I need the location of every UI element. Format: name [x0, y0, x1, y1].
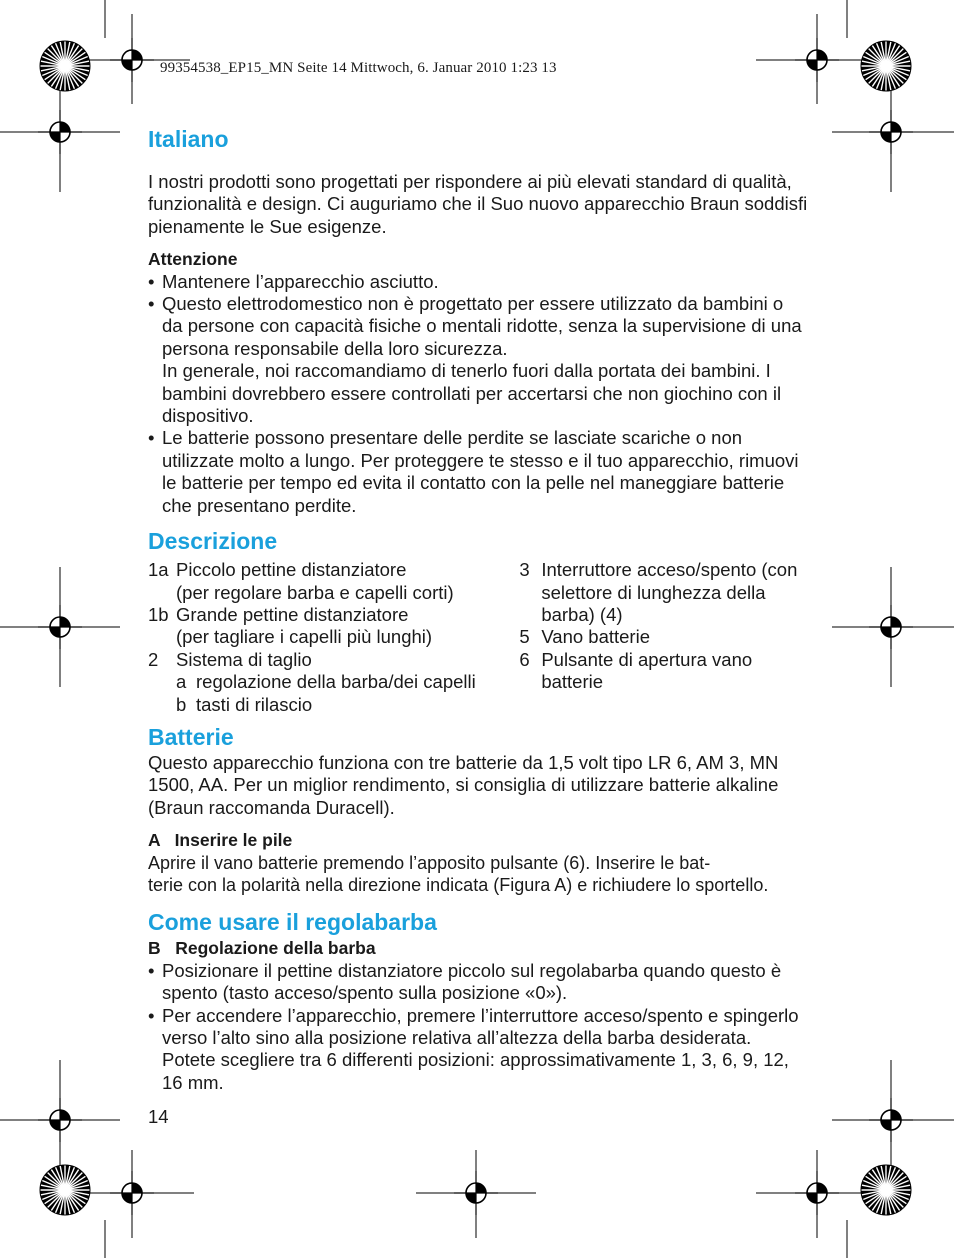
manual-page-content: [148, 124, 808, 1094]
list-item-text: Le batterie possono presentare delle perdite se lasciate scariche o non utilizzate molto a lungo. Per proteggere te stesso e il tuo apparecchio, rimuovi le batterie per tempo ed evita il contatto con la pelle nel maneggiare batterie che presentano perdite.: [162, 427, 799, 516]
bullet-icon: •: [148, 1004, 155, 1026]
list-item: [148, 694, 519, 716]
batterie-subheading: A Inserire le pile: [148, 830, 293, 851]
uso-subheading: B Regolazione della barba: [148, 938, 376, 959]
list-item: [148, 604, 519, 626]
parts-list-right: [519, 559, 808, 716]
bullet-icon: •: [148, 959, 155, 981]
part-number: 1b: [148, 603, 169, 625]
part-number: 6: [519, 648, 530, 670]
list-item-text: Per accendere l’apparecchio, premere l’interruttore acceso/spento e spingerlo verso l’alto sino alla posizione relativa all’altezza della barba desiderata. Potete scegliere tra 6 differenti posizioni: approssimativamente 1, 3, 6, 9, 12, 16 mm.: [162, 1004, 799, 1093]
part-note: (per regolare barba e capelli corti): [176, 581, 454, 603]
list-item: [148, 427, 808, 517]
sub-part-letter: a: [176, 671, 187, 693]
list-item: [148, 559, 519, 581]
part-label: Vano batterie: [541, 626, 650, 648]
list-item: [519, 626, 808, 648]
list-item: [148, 1005, 808, 1095]
sub-part-label: regolazione della barba/dei capelli: [196, 671, 476, 693]
part-note: (per tagliare i capelli più lunghi): [176, 626, 433, 648]
bullet-icon: •: [148, 270, 155, 292]
attention-list: [148, 271, 808, 517]
parts-list: [148, 559, 808, 716]
section-title-uso: Come usare il regolabarba: [148, 909, 437, 936]
part-label: Pulsante di apertura vano batterie: [541, 648, 753, 693]
sub-part-label: tasti di rilascio: [196, 693, 313, 715]
list-item: [148, 649, 519, 671]
part-number: 2: [148, 648, 159, 670]
part-label: Piccolo pettine distanziatore: [176, 559, 407, 581]
part-number: 5: [519, 626, 530, 648]
section-title-batterie: Batterie: [148, 723, 234, 750]
list-item: [148, 960, 808, 1005]
sub-part-letter: b: [176, 693, 187, 715]
bullet-icon: •: [148, 427, 155, 449]
list-item: [519, 649, 808, 694]
list-item-text: Posizionare il pettine distanziatore piccolo sul regolabarba quando questo è spento (tasto acceso/spento sulla posizione «0»).: [162, 959, 782, 1004]
list-item-text: Mantenere l’apparecchio asciutto.: [162, 270, 439, 292]
uso-list: [148, 960, 808, 1094]
batterie-instructions: Aprire il vano batterie premendo l’apposito pulsante (6). Inserire le bat- terie con la polarità nella direzione indicata (Figura A) e richiudere lo sportello.: [148, 852, 769, 895]
parts-list-left: [148, 559, 519, 716]
page-number: 14: [148, 1106, 169, 1127]
section-title-italiano: Italiano: [148, 126, 229, 152]
bullet-icon: •: [148, 293, 155, 315]
list-item-text: Questo elettrodomestico non è progettato per essere utilizzato da bambini o da persone con capacità fisiche o mentali ridotte, senza la supervisione di una persona responsabile della loro sicurezza. In generale, noi raccomandiamo di tenerlo fuori dalla portata dei bambini. I bambini dovrebbero essere controllati per accertarsi che non giochino con il dispositivo.: [162, 293, 802, 427]
section-title-descrizione: Descrizione: [148, 528, 278, 555]
list-item: [519, 559, 808, 626]
part-label: Grande pettine distanziatore: [176, 603, 409, 625]
part-number: 3: [519, 559, 530, 581]
list-item: [148, 271, 808, 293]
attention-heading: Attenzione: [148, 249, 238, 270]
intro-paragraph: I nostri prodotti sono progettati per rispondere ai più elevati standard di qualità, funzionalità e design. Ci auguriamo che il Suo nuovo apparecchio Braun soddisfi pienamente le Sue esigenze.: [148, 171, 808, 237]
batterie-paragraph: Questo apparecchio funziona con tre batterie da 1,5 volt tipo LR 6, AM 3, MN 1500, AA. Per un miglior rendimento, si consiglia di utilizzare batterie alkaline (Braun raccomanda Duracell).: [148, 751, 779, 818]
part-number: 1a: [148, 559, 169, 581]
part-label: Interruttore acceso/spento (con selettore di lunghezza della barba) (4): [541, 559, 798, 625]
print-file-header: 99354538_EP15_MN Seite 14 Mittwoch, 6. Januar 2010 1:23 13: [160, 60, 557, 76]
list-item: [148, 293, 808, 427]
part-label: Sistema di taglio: [176, 648, 312, 670]
list-item: [148, 671, 519, 693]
